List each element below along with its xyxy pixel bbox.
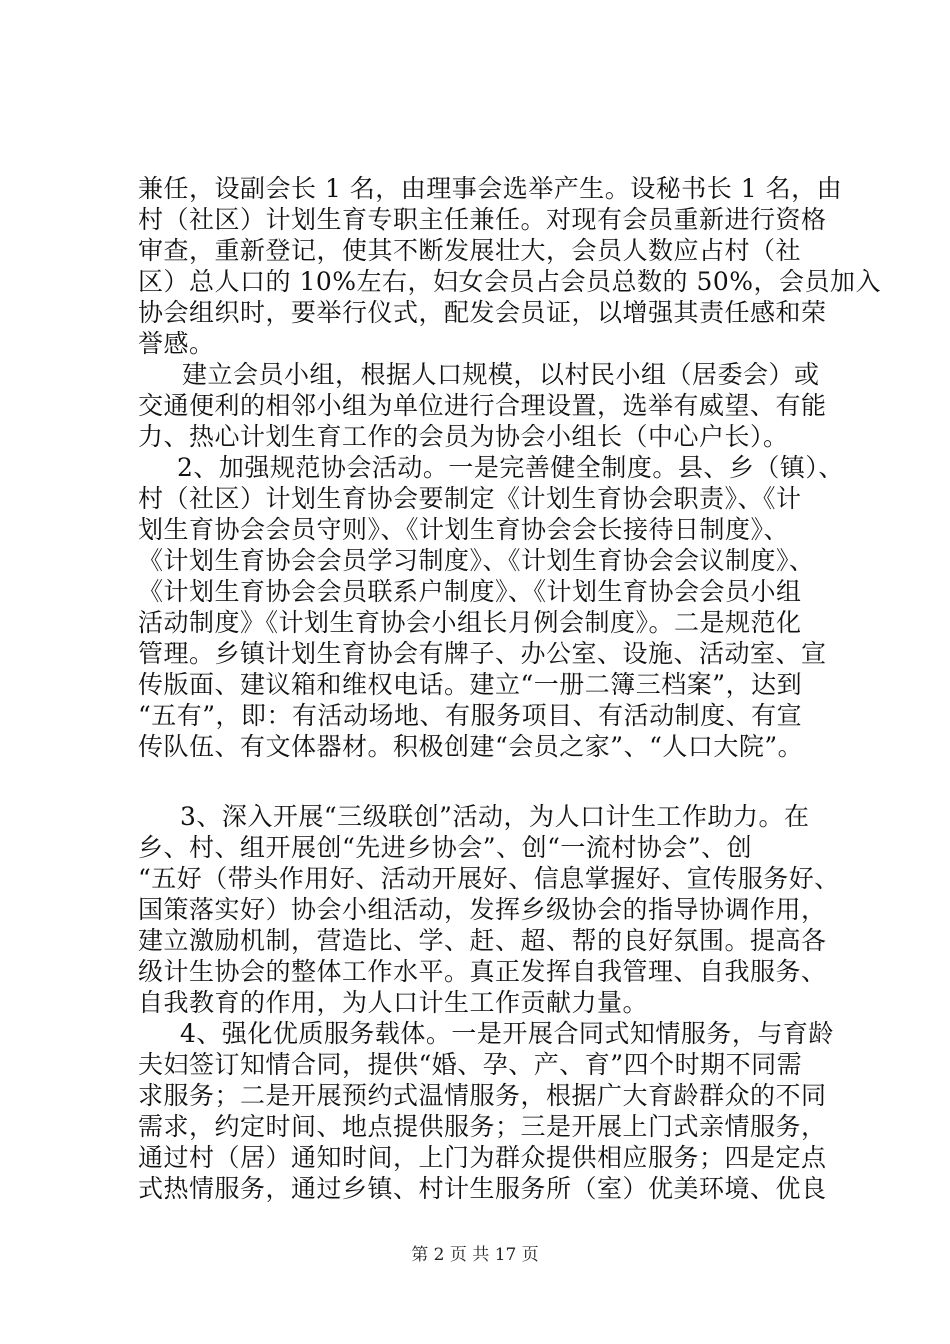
text-line: 划生育协会会员守则》、《计划生育协会会长接待日制度》、	[138, 515, 790, 544]
text-line: 管理。乡镇计划生育协会有牌子、办公室、设施、活动室、宣	[138, 639, 827, 668]
text-line: 级计生协会的整体工作水平。真正发挥自我管理、自我服务、	[138, 957, 827, 986]
text-line: 交通便利的相邻小组为单位进行合理设置，选举有威望、有能	[138, 391, 827, 420]
text-line: 国策落实好）协会小组活动，发挥乡级协会的指导协调作用，	[138, 895, 827, 924]
text-line: 村（社区）计划生育专职主任兼任。对现有会员重新进行资格	[138, 205, 827, 234]
document-body	[138, 173, 882, 1204]
text-line: 建立会员小组，根据人口规模，以村民小组（居委会）或	[182, 360, 820, 389]
text-line: 求服务；二是开展预约式温情服务，根据广大育龄群众的不同	[138, 1081, 827, 1110]
text-line: 2、加强规范协会活动。一是完善健全制度。县、乡（镇）、	[177, 453, 844, 482]
text-line: 区）总人口的 10%左右，妇女会员占会员总数的 50%，会员加入	[138, 267, 882, 296]
text-line: 4、强化优质服务载体。一是开展合同式知情服务，与育龄	[180, 1019, 834, 1048]
text-line: 传队伍、有文体器材。积极创建“会员之家”、“人口大院”。	[138, 732, 804, 761]
text-line: “五有”，即：有活动场地、有服务项目、有活动制度、有宣	[138, 701, 803, 730]
text-line: 夫妇签订知情合同，提供“婚、孕、产、育”四个时期不同需	[138, 1050, 803, 1079]
text-line: 兼任，设副会长 1 名，由理事会选举产生。设秘书长 1 名，由	[138, 174, 843, 203]
text-line: 3、深入开展“三级联创”活动，为人口计生工作助力。在	[180, 802, 810, 831]
text-line: 建立激励机制，营造比、学、赶、超、帮的良好氛围。提高各	[138, 926, 827, 955]
text-line: 力、热心计划生育工作的会员为协会小组长（中心户长）。	[138, 422, 789, 451]
paragraph-3	[138, 452, 844, 762]
text-line: 传版面、建议箱和维权电话。建立“一册二簿三档案”，达到	[138, 670, 803, 699]
text-line: 《计划生育协会会员联系户制度》、《计划生育协会会员小组	[138, 577, 802, 606]
text-line: “五好（带头作用好、活动开展好、信息掌握好、宣传服务好、	[138, 864, 840, 893]
paragraph-1	[138, 173, 882, 359]
text-line: 村（社区）计划生育协会要制定《计划生育协会职责》、《计	[138, 484, 802, 513]
text-line: 审查，重新登记，使其不断发展壮大，会员人数应占村（社	[138, 236, 802, 265]
text-line: 协会组织时，要举行仪式，配发会员证，以增强其责任感和荣	[138, 298, 827, 327]
paragraph-5	[138, 1018, 838, 1204]
text-line: 自我教育的作用，为人口计生工作贡献力量。	[138, 988, 649, 1017]
page-number-footer: 第 2 页 共 17 页	[411, 1245, 539, 1265]
text-line: 乡、村、组开展创“先进乡协会”、创“一流村协会”、创	[138, 833, 753, 862]
paragraph-2	[138, 359, 838, 452]
paragraph-4	[138, 801, 838, 1018]
text-line: 活动制度》《计划生育协会小组长月例会制度》。二是规范化	[138, 608, 802, 637]
text-line: 通过村（居）通知时间，上门为群众提供相应服务；四是定点	[138, 1143, 827, 1172]
text-line: 式热情服务，通过乡镇、村计生服务所（室）优美环境、优良	[138, 1174, 827, 1203]
text-line: 誉感。	[138, 329, 215, 358]
text-line: 《计划生育协会会员学习制度》、《计划生育协会会议制度》、	[138, 546, 815, 575]
text-line: 需求，约定时间、地点提供服务；三是开展上门式亲情服务，	[138, 1112, 827, 1141]
paragraph-gap	[138, 762, 838, 801]
